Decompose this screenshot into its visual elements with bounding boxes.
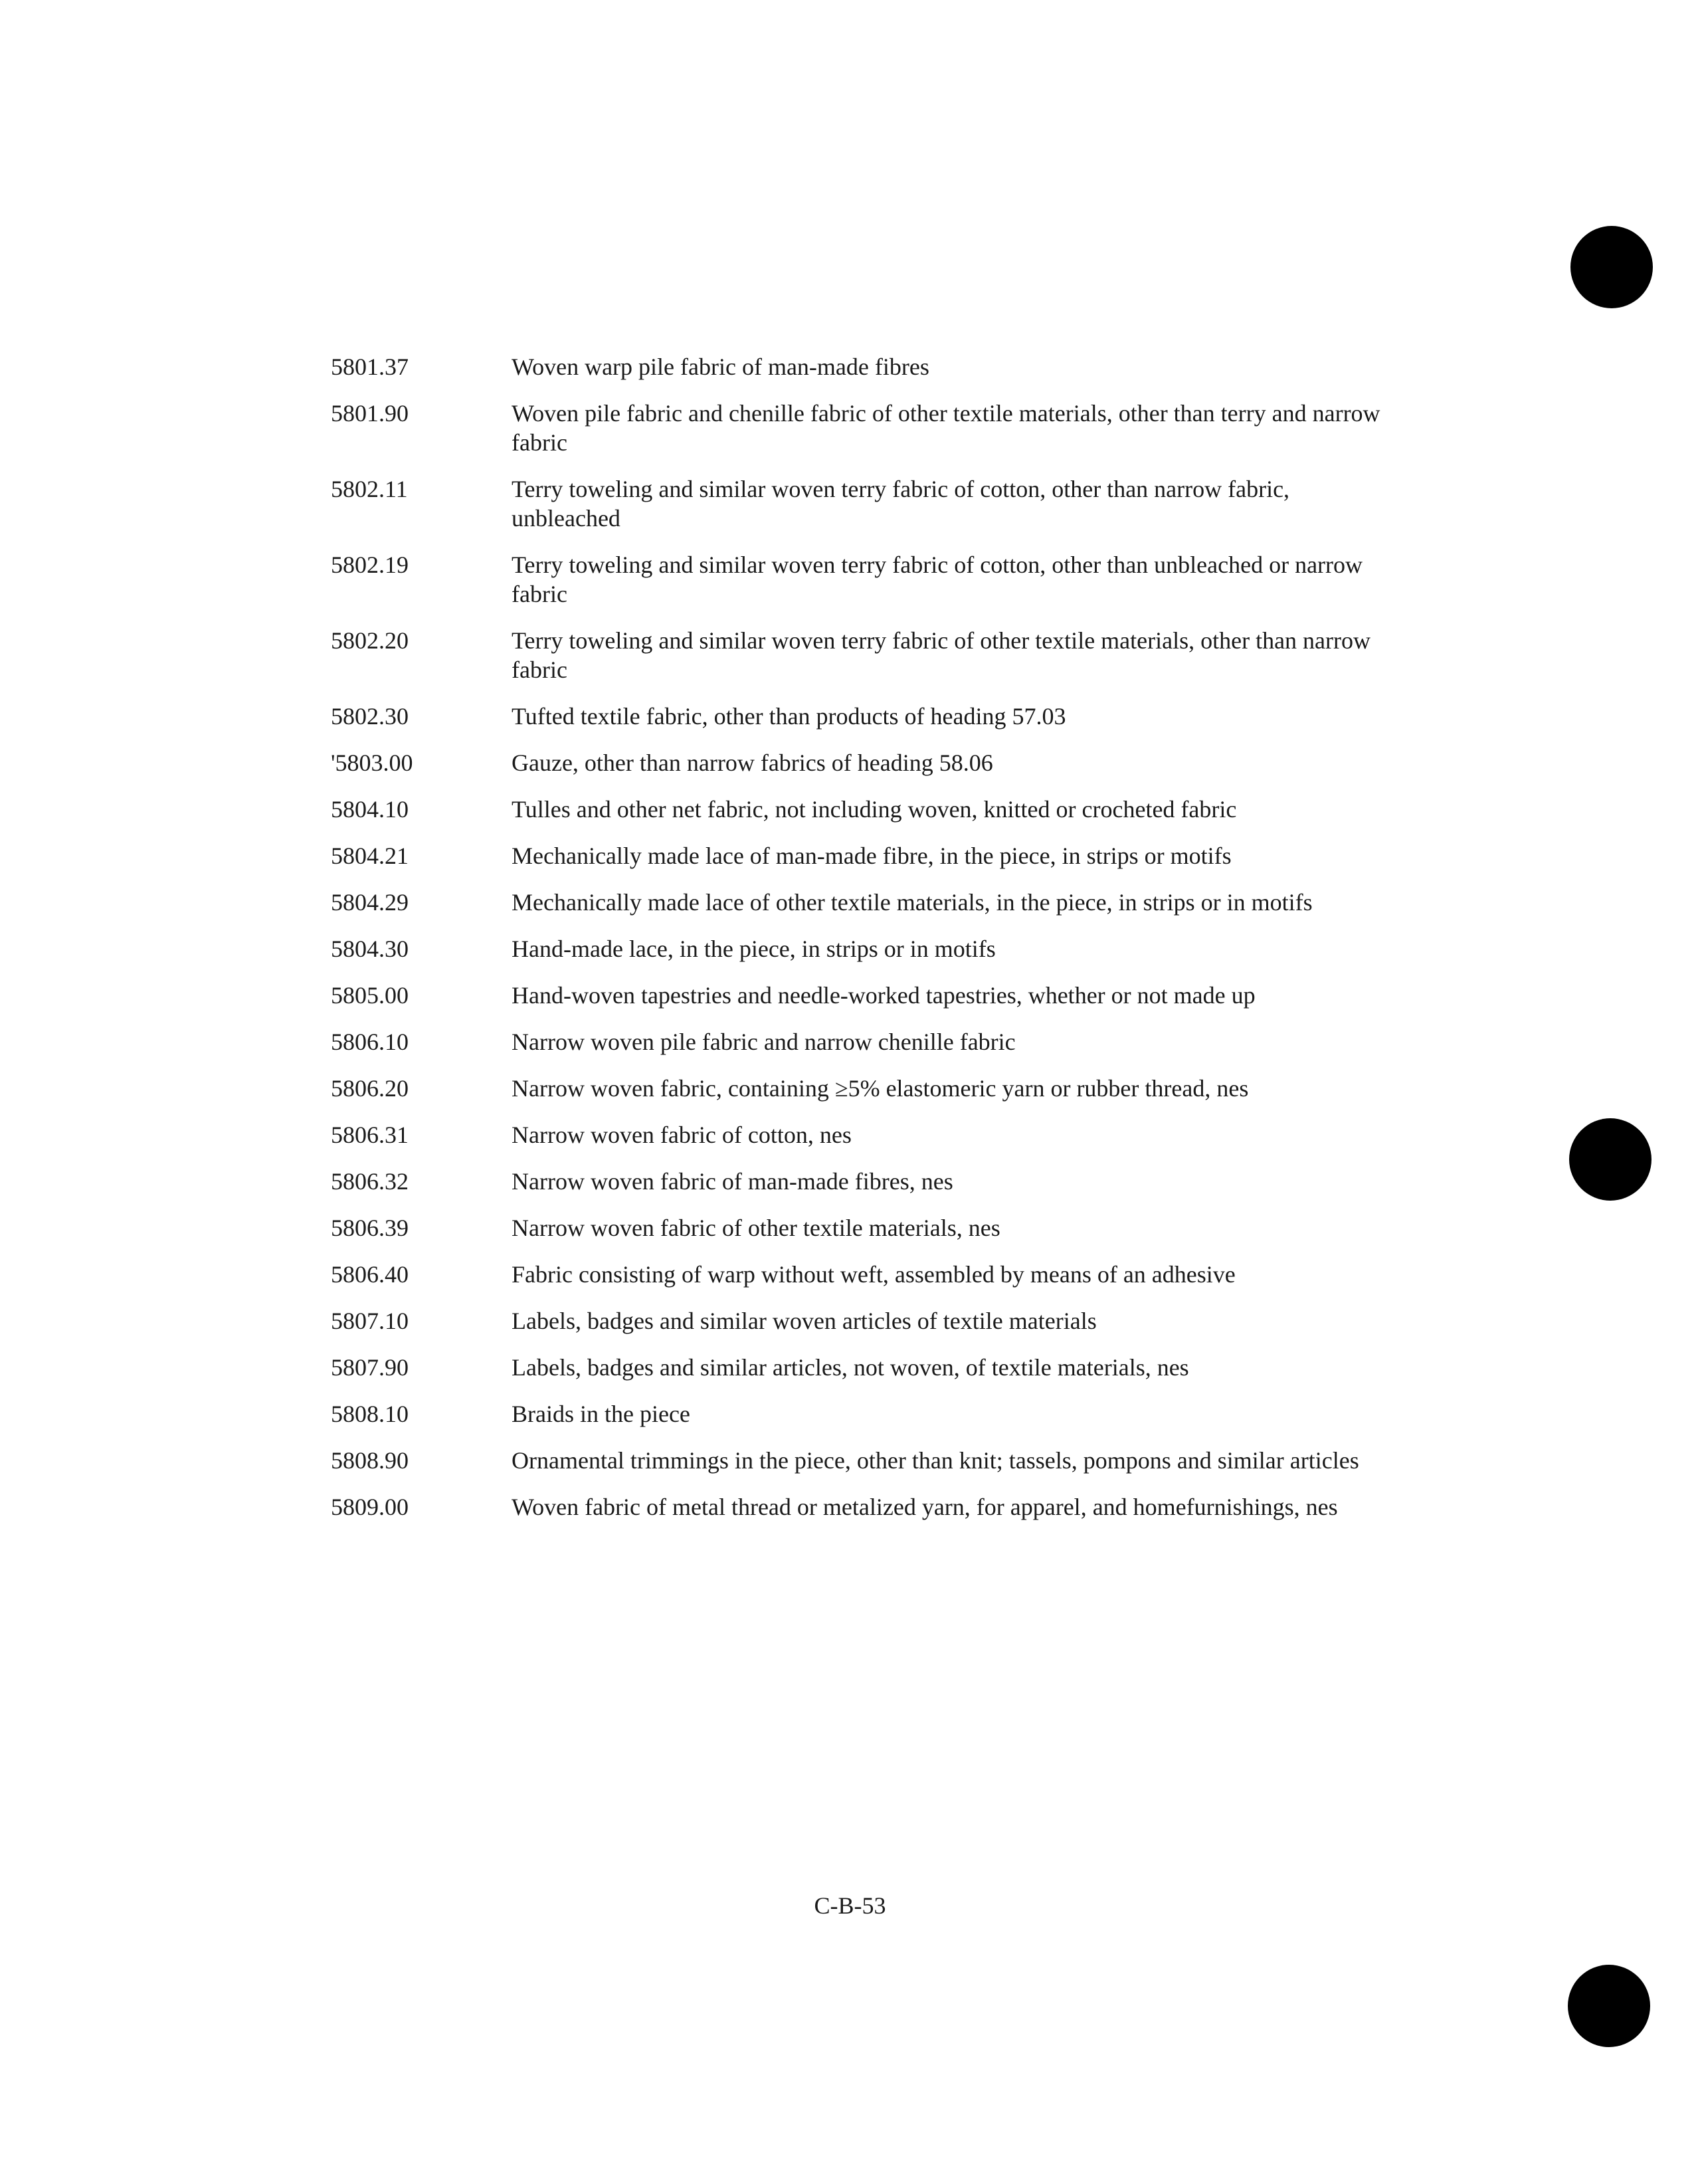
list-item [331, 748, 1380, 777]
list-item [331, 981, 1380, 1010]
list-item [331, 1446, 1380, 1475]
list-item [331, 1306, 1380, 1336]
tariff-code: 5802.20 [331, 627, 409, 654]
tariff-code: 5804.21 [331, 843, 409, 869]
tariff-description: Woven warp pile fabric of man-made fibres [512, 353, 929, 380]
tariff-description: Braids in the piece [512, 1401, 690, 1427]
tariff-code: 5804.30 [331, 936, 409, 962]
tariff-code: 5807.90 [331, 1354, 409, 1381]
list-item [331, 1213, 1380, 1242]
tariff-description: Labels, badges and similar woven articles of textile materials [512, 1308, 1097, 1334]
list-item [331, 934, 1380, 963]
tariff-description: Terry toweling and similar woven terry fabric of cotton, other than narrow fabric, unbleached [512, 476, 1290, 532]
tariff-code: 5808.10 [331, 1401, 409, 1427]
tariff-code: 5805.00 [331, 982, 409, 1009]
tariff-code: 5801.90 [331, 400, 409, 427]
list-item [331, 550, 1380, 609]
list-item [331, 1260, 1380, 1289]
tariff-description: Labels, badges and similar articles, not woven, of textile materials, nes [512, 1354, 1189, 1381]
punch-hole-top [1570, 226, 1653, 308]
tariff-code: 5806.32 [331, 1168, 409, 1195]
tariff-description: Hand-woven tapestries and needle-worked tapestries, whether or not made up [512, 982, 1256, 1009]
tariff-code: 5801.37 [331, 353, 409, 380]
punch-hole-middle [1569, 1118, 1652, 1201]
tariff-code: 5804.10 [331, 796, 409, 823]
tariff-code: '5803.00 [331, 749, 413, 776]
list-item [331, 1399, 1380, 1429]
tariff-code: 5806.39 [331, 1215, 409, 1241]
tariff-code: 5802.11 [331, 476, 408, 502]
tariff-code: 5806.31 [331, 1122, 409, 1148]
tariff-code: 5809.00 [331, 1494, 409, 1520]
tariff-description: Mechanically made lace of other textile materials, in the piece, in strips or in motifs [512, 889, 1313, 916]
tariff-description: Narrow woven fabric of other textile materials, nes [512, 1215, 1000, 1241]
tariff-code: 5802.19 [331, 551, 409, 578]
list-item [331, 352, 1380, 381]
list-item [331, 702, 1380, 731]
list-item [331, 474, 1380, 533]
list-item [331, 1120, 1380, 1149]
list-item [331, 1027, 1380, 1056]
tariff-description: Gauze, other than narrow fabrics of heading 58.06 [512, 749, 993, 776]
list-item [331, 1353, 1380, 1382]
list-item [331, 1074, 1380, 1103]
tariff-description: Hand-made lace, in the piece, in strips or in motifs [512, 936, 996, 962]
tariff-code: 5806.10 [331, 1029, 409, 1055]
list-item [331, 795, 1380, 824]
list-item [331, 1492, 1380, 1522]
tariff-code: 5806.20 [331, 1075, 409, 1102]
tariff-code: 5806.40 [331, 1261, 409, 1288]
tariff-description: Terry toweling and similar woven terry fabric of cotton, other than unbleached or narrow fabric [512, 551, 1363, 607]
tariff-description: Woven pile fabric and chenille fabric of other textile materials, other than terry and narrow fabric [512, 400, 1380, 456]
list-item [331, 841, 1380, 870]
tariff-description: Woven fabric of metal thread or metalized yarn, for apparel, and homefurnishings, nes [512, 1494, 1338, 1520]
tariff-description: Fabric consisting of warp without weft, assembled by means of an adhesive [512, 1261, 1236, 1288]
tariff-description: Ornamental trimmings in the piece, other than knit; tassels, pompons and similar articles [512, 1447, 1359, 1474]
tariff-description: Terry toweling and similar woven terry fabric of other textile materials, other than narrow fabric [512, 627, 1371, 683]
list-item [331, 399, 1380, 457]
tariff-code: 5802.30 [331, 703, 409, 730]
tariff-description: Narrow woven fabric, containing ≥5% elastomeric yarn or rubber thread, nes [512, 1075, 1249, 1102]
tariff-description: Mechanically made lace of man-made fibre, in the piece, in strips or motifs [512, 843, 1232, 869]
tariff-code: 5808.90 [331, 1447, 409, 1474]
tariff-description: Tulles and other net fabric, not including woven, knitted or crocheted fabric [512, 796, 1237, 823]
tariff-description: Narrow woven pile fabric and narrow chenille fabric [512, 1029, 1016, 1055]
list-item [331, 888, 1380, 917]
tariff-description: Narrow woven fabric of man-made fibres, nes [512, 1168, 953, 1195]
tariff-code-list [331, 352, 1380, 1539]
tariff-description: Tufted textile fabric, other than products of heading 57.03 [512, 703, 1066, 730]
tariff-code: 5804.29 [331, 889, 409, 916]
tariff-code: 5807.10 [331, 1308, 409, 1334]
page-number: C-B-53 [814, 1892, 886, 1919]
list-item [331, 626, 1380, 684]
punch-hole-bottom [1568, 1965, 1650, 2047]
tariff-description: Narrow woven fabric of cotton, nes [512, 1122, 852, 1148]
list-item [331, 1167, 1380, 1196]
